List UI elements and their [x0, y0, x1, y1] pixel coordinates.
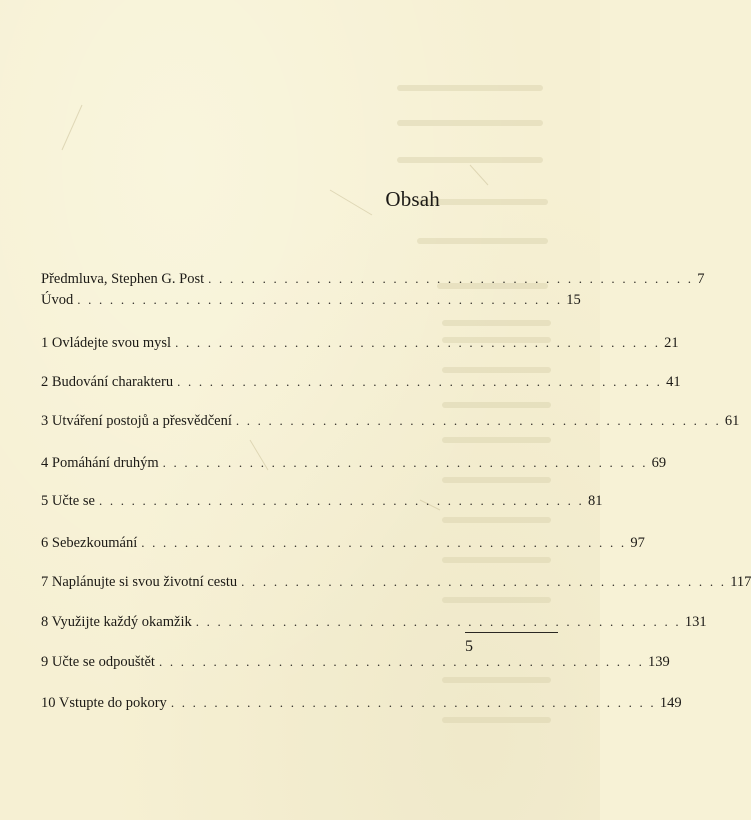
dot-leader: . . . . . . . . . . . . . . . . . . . . . . . . . . . . . . . . . . . . . . . . . . . . .: [77, 292, 563, 307]
toc-entry[interactable]: [41, 334, 679, 352]
toc-entry-label: 5 Učte se: [41, 493, 95, 509]
toc-entry[interactable]: [41, 534, 645, 552]
toc-entry-page: 61: [724, 413, 740, 429]
dot-leader: . . . . . . . . . . . . . . . . . . . . . . . . . . . . . . . . . . . . . . . . . . . . .: [158, 654, 645, 669]
dot-leader: . . . . . . . . . . . . . . . . . . . . . . . . . . . . . . . . . . . . . . . . . . . . .: [208, 271, 694, 286]
toc-entry[interactable]: [41, 454, 667, 472]
toc-entry[interactable]: [41, 653, 670, 671]
dot-leader: . . . . . . . . . . . . . . . . . . . . . . . . . . . . . . . . . . . . . . . . . . . . .: [235, 413, 721, 428]
toc-entry-page: 149: [659, 695, 682, 711]
dot-leader: . . . . . . . . . . . . . . . . . . . . . . . . . . . . . . . . . . . . . . . . . . . . .: [241, 574, 727, 589]
toc-entry[interactable]: [41, 492, 603, 510]
toc-entry-page: 21: [664, 335, 679, 351]
toc-entry-label: 1 Ovládejte svou mysl: [41, 335, 172, 351]
dot-leader: . . . . . . . . . . . . . . . . . . . . . . . . . . . . . . . . . . . . . . . . . . . . .: [141, 535, 627, 550]
dot-leader: . . . . . . . . . . . . . . . . . . . . . . . . . . . . . . . . . . . . . . . . . . . . .: [170, 695, 656, 710]
toc-entry-label: 8 Využijte každý okamžik: [41, 614, 192, 630]
toc-entry-page: 7: [697, 271, 705, 287]
toc-entry[interactable]: [41, 573, 751, 591]
dot-leader: . . . . . . . . . . . . . . . . . . . . . . . . . . . . . . . . . . . . . . . . . . . . .: [162, 455, 648, 470]
toc-entry-label: Úvod: [41, 292, 74, 308]
dot-leader: . . . . . . . . . . . . . . . . . . . . . . . . . . . . . . . . . . . . . . . . . . . . .: [175, 335, 661, 350]
toc-entry-label: 3 Utváření postojů a přesvědčení: [41, 413, 232, 429]
toc-entry-label: 10 Vstupte do pokory: [41, 695, 167, 711]
toc-entry-label: 6 Sebezkoumání: [41, 535, 138, 551]
toc-entry-label: 2 Budování charakteru: [41, 374, 174, 390]
toc-entry[interactable]: [41, 412, 740, 430]
toc-entry-label: 9 Učte se odpouštět: [41, 654, 155, 670]
toc-entry-page: 131: [684, 614, 707, 630]
toc-entry-label: 7 Naplánujte si svou životní cestu: [41, 574, 238, 590]
dot-leader: . . . . . . . . . . . . . . . . . . . . . . . . . . . . . . . . . . . . . . . . . . . . .: [98, 493, 585, 508]
folio-rule: [465, 632, 558, 633]
toc-entry-label: 4 Pomáhání druhým: [41, 455, 159, 471]
toc-entry-page: 97: [630, 535, 645, 551]
toc-entry-page: 139: [648, 654, 670, 670]
toc-entry[interactable]: [41, 694, 682, 712]
toc-entry[interactable]: [41, 270, 705, 288]
dot-leader: . . . . . . . . . . . . . . . . . . . . . . . . . . . . . . . . . . . . . . . . . . . . .: [195, 614, 681, 629]
toc-entry[interactable]: [41, 373, 681, 391]
dot-leader: . . . . . . . . . . . . . . . . . . . . . . . . . . . . . . . . . . . . . . . . . . . . .: [177, 374, 663, 389]
toc-entry-page: 15: [566, 292, 581, 308]
toc-entry[interactable]: [41, 613, 707, 631]
toc-entry[interactable]: [41, 291, 581, 309]
toc-entry-label: Předmluva, Stephen G. Post: [41, 271, 205, 287]
toc-entry-page: 81: [588, 493, 603, 509]
toc-entry-page: 69: [651, 455, 667, 471]
page-title: Obsah: [385, 187, 440, 211]
toc-entry-page: 41: [666, 374, 681, 390]
page-number: 5: [465, 638, 473, 655]
toc-entry-page: 117: [730, 574, 751, 590]
